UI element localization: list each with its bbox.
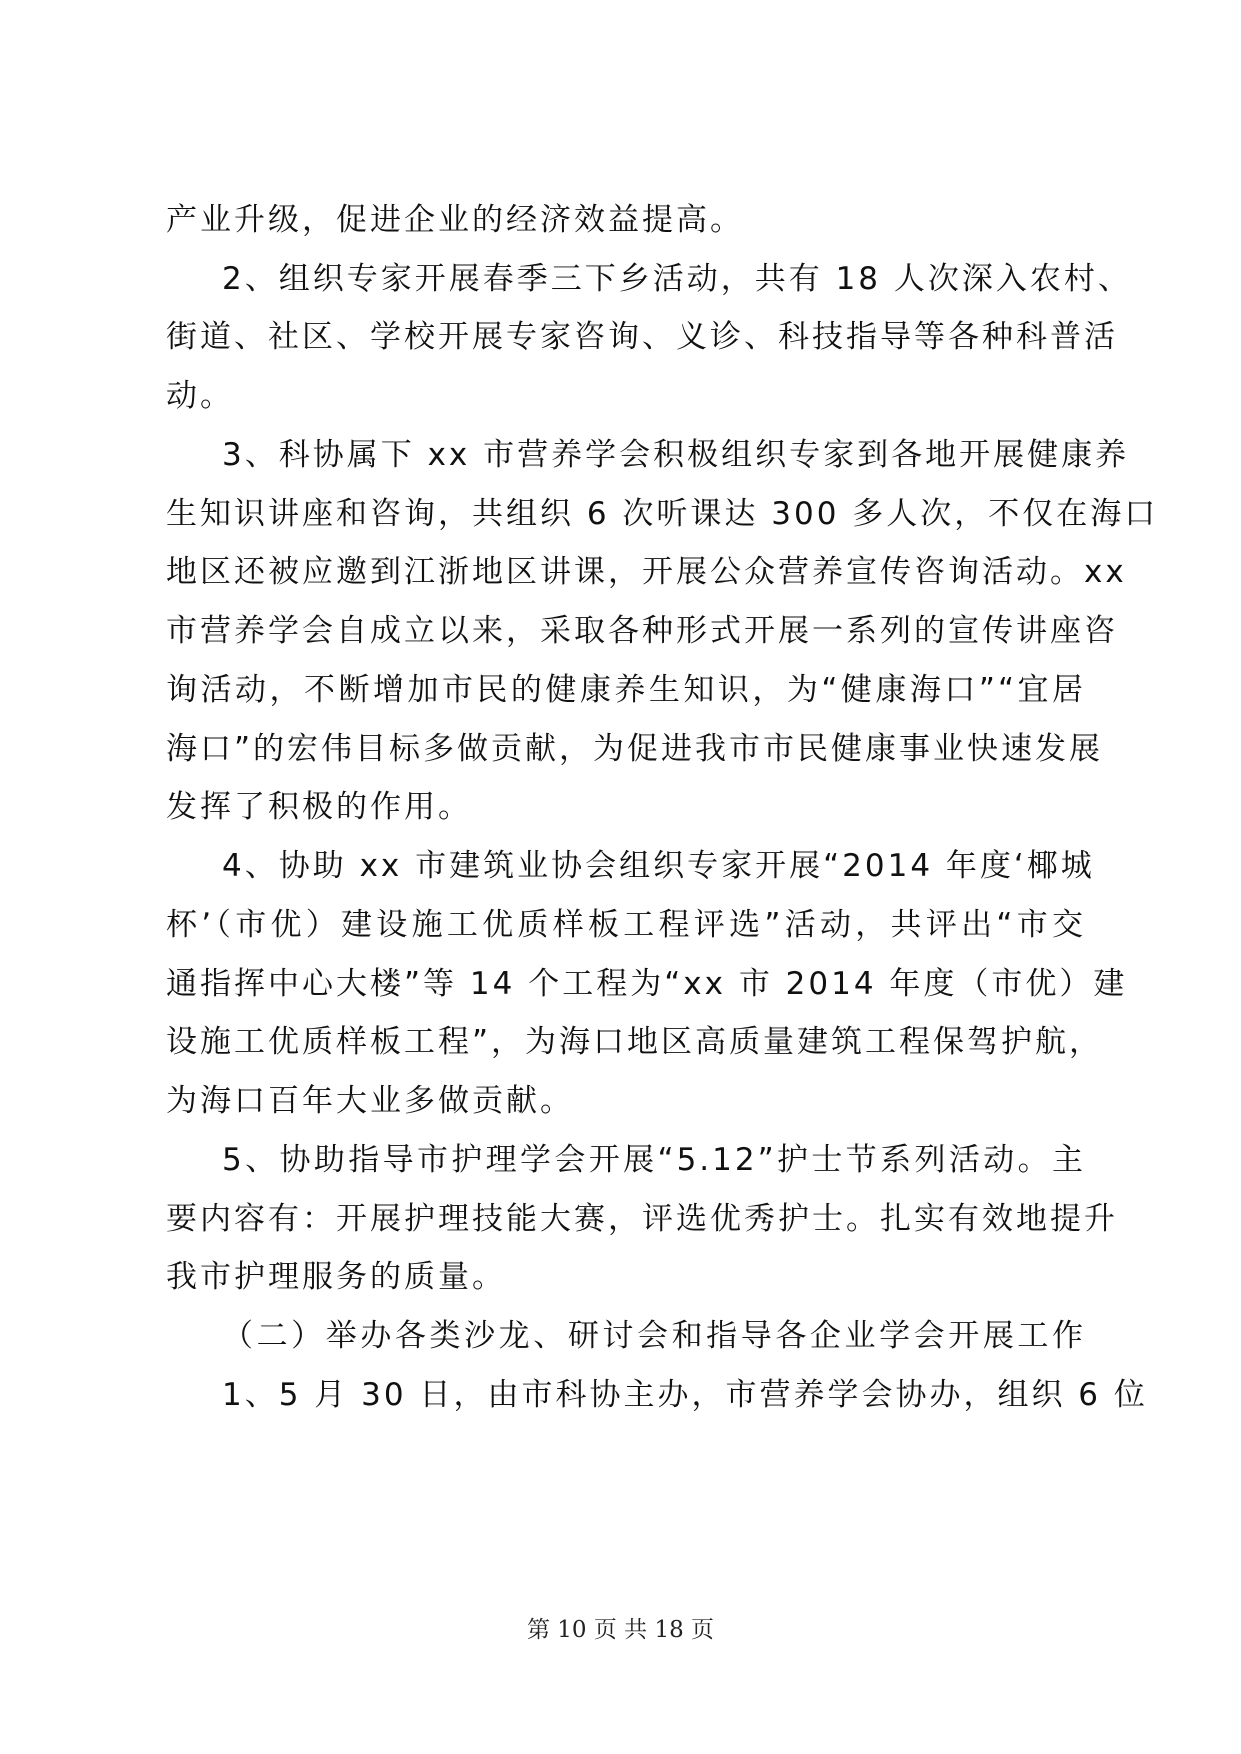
text-line: 生知识讲座和咨询，共组织 6 次听课达 300 多人次，不仅在海口	[166, 496, 1159, 532]
text-line: 为海口百年大业多做贡献。	[166, 1083, 574, 1119]
text-line: 我市护理服务的质量。	[166, 1259, 506, 1295]
text-line: 杯’（市优）建设施工优质样板工程评选”活动，共评出“市交	[166, 907, 1086, 943]
text-line: 发挥了积极的作用。	[166, 789, 472, 825]
text-line: 3、科协属下 xx 市营养学会积极组织专家到各地开展健康养	[222, 437, 1130, 473]
text-line: 地区还被应邀到江浙地区讲课，开展公众营养宣传咨询活动。xx	[166, 554, 1127, 590]
text-line: 设施工优质样板工程”，为海口地区高质量建筑工程保驾护航，	[166, 1024, 1104, 1060]
page-footer: 第 10 页 共 18 页	[526, 1617, 715, 1643]
text-line: 4、协助 xx 市建筑业协会组织专家开展“2014 年度‘椰城	[222, 848, 1095, 884]
text-line: 动。	[166, 378, 234, 414]
text-line: 通指挥中心大楼”等 14 个工程为“xx 市 2014 年度（市优）建	[166, 966, 1128, 1002]
text-line: 海口”的宏伟目标多做贡献，为促进我市市民健康事业快速发展	[166, 731, 1104, 767]
text-line: 市营养学会自成立以来，采取各种形式开展一系列的宣传讲座咨	[166, 613, 1118, 649]
section-heading: （二）举办各类沙龙、研讨会和指导各企业学会开展工作	[222, 1318, 1086, 1354]
text-line: 询活动，不断增加市民的健康养生知识，为“健康海口”“宜居	[166, 672, 1086, 708]
text-line: 5、协助指导市护理学会开展“5.12”护士节系列活动。主	[222, 1142, 1086, 1178]
text-line: 2、组织专家开展春季三下乡活动，共有 18 人次深入农村、	[222, 261, 1132, 297]
text-line: 1、5 月 30 日，由市科协主办，市营养学会协办，组织 6 位	[222, 1377, 1148, 1413]
text-line: 街道、社区、学校开展专家咨询、义诊、科技指导等各种科普活	[166, 319, 1118, 355]
text-line: 产业升级，促进企业的经济效益提高。	[166, 202, 744, 238]
text-line: 要内容有：开展护理技能大赛，评选优秀护士。扎实有效地提升	[166, 1201, 1118, 1237]
